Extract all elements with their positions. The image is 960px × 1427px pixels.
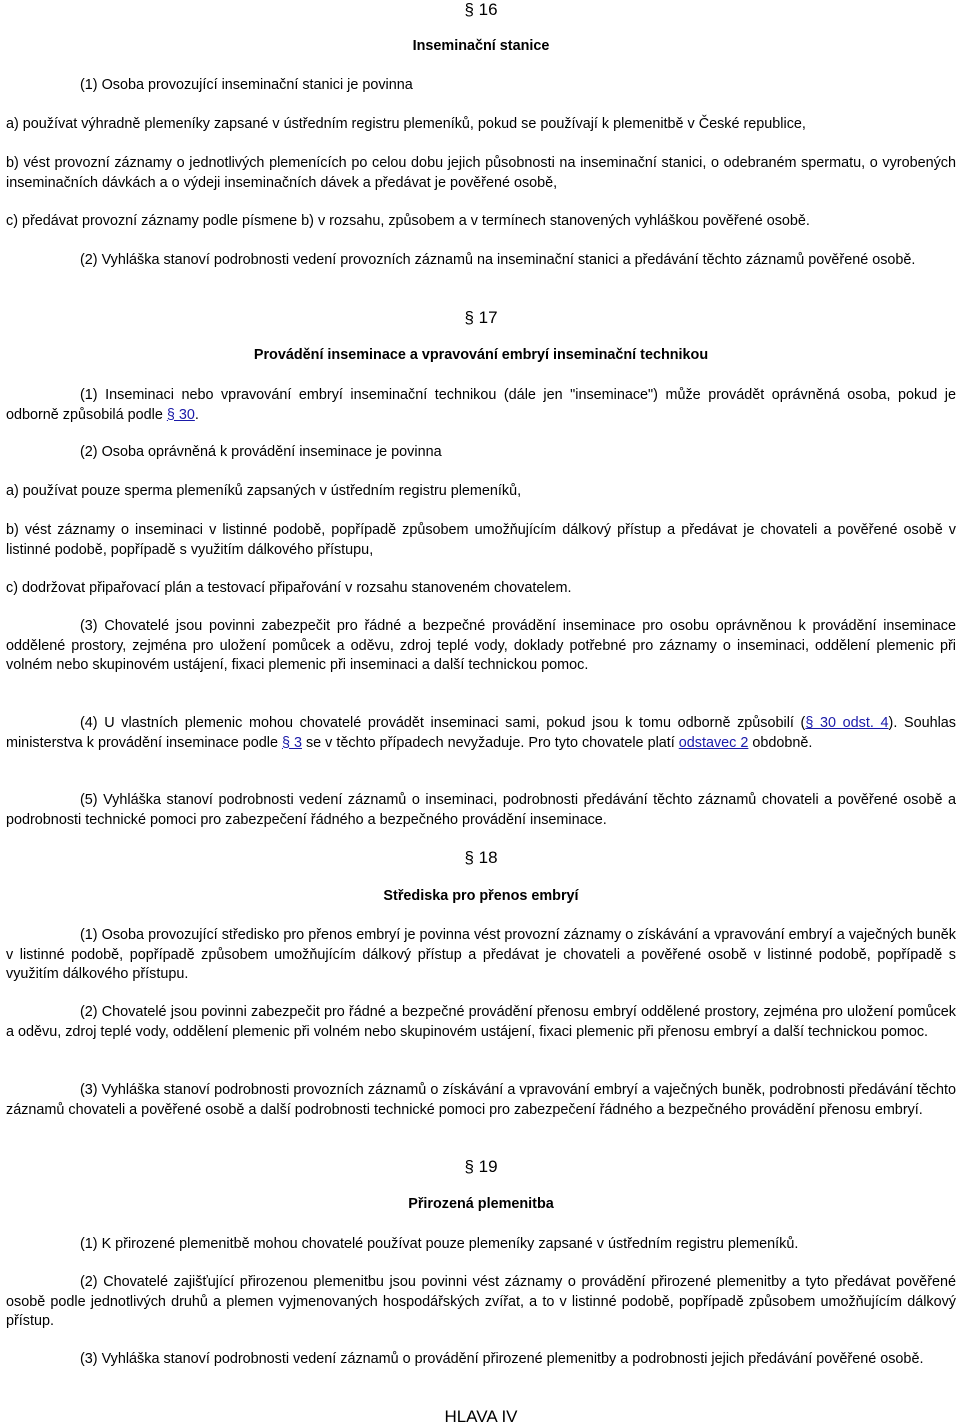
s17-para-4-text-a: (4) U vlastních plemenic mohou chovatelé provádět inseminaci sami, pokud jsou k tomu odborně způsobilí (: [80, 715, 806, 731]
s17-para-1: [6, 386, 956, 425]
s18-para-3: (3) Vyhláška stanoví podrobnosti provozních záznamů o získávání a vpravování embryí a vaječných buněk, podrobnosti předávání těchto záznamů chovateli a pověřené osobě a další podrobnosti technické pomoci pro zabezpečení řádného a bezpečného provádění přenosu embryí.: [6, 1082, 956, 1118]
section-19-title: Přirozená plemenitba: [408, 1196, 554, 1212]
s19-para-1: (1) K přirozené plemenitbě mohou chovatelé používat pouze plemeníky zapsané v ústředním registru plemeníků.: [80, 1236, 799, 1252]
section-16-heading: § 16: [464, 0, 498, 19]
s17-para-4-text-c: se v těchto případech nevyžaduje. Pro tyto chovatele platí: [301, 734, 679, 751]
s16-item-c: c) předávat provozní záznamy podle písmene b) v rozsahu, způsobem a v termínech stanovených vyhláškou pověřené osobě.: [6, 213, 810, 229]
s17-item-a: a) používat pouze sperma plemeníků zapsaných v ústředním registru plemeníků,: [6, 483, 522, 499]
s19-para-2: (2) Chovatelé zajišťující přirozenou plemenitbu jsou povinni vést záznamy o provádění přirozené plemenitby a tyto předávat pověřené osobě podle jednotlivých druhů a plemen vyjmenovaných hospodářských zvířat, a to v listinné podobě, popřípadě způsobem umožňujícím dálkový přístup.: [6, 1274, 956, 1329]
s18-para-2: (2) Chovatelé jsou povinni zabezpečit pro řádné a bezpečné provádění přenosu embryí oddělené prostory, zejména pro uložení pomůcek a oděvu, zdroj teplé vody, oddělení plemenic při volném nebo skupinovém ustájení, fixaci plemenic při přenosu embryí a další technickou pomoc.: [6, 1004, 956, 1040]
s17-para-2-intro: (2) Osoba oprávněná k provádění inseminace je povinna: [80, 444, 442, 460]
link-section-30[interactable]: § 30: [166, 406, 195, 423]
s17-para-5: (5) Vyhláška stanoví podrobnosti vedení záznamů o inseminaci, podrobnosti předávání těchto záznamů chovateli a pověřené osobě a podrobnosti technické pomoci pro zabezpečení řádného a bezpečného provádění inseminace.: [6, 792, 956, 828]
link-paragraph-2[interactable]: odstavec 2: [678, 734, 749, 751]
section-18-title: Střediska pro přenos embryí: [383, 888, 579, 904]
section-18-heading: § 18: [464, 848, 498, 867]
s16-para-1-intro: (1) Osoba provozující inseminační stanici je povinna: [80, 77, 413, 93]
link-section-30-par-4[interactable]: § 30 odst. 4: [805, 715, 889, 731]
s16-item-a: a) používat výhradně plemeníky zapsané v ústředním registru plemeníků, pokud se používají k plemenitbě v České republice,: [6, 116, 806, 132]
s17-item-c: c) dodržovat připařovací plán a testovací připařování v rozsahu stanoveném chovatelem.: [6, 580, 572, 596]
s17-item-b: b) vést záznamy o inseminaci v listinné podobě, popřípadě způsobem umožňujícím dálkový přístup a předávat je chovateli a pověřené osobě v listinné podobě, popřípadě s využitím dálkového přístupu,: [6, 522, 956, 558]
s19-para-3: (3) Vyhláška stanoví podrobnosti vedení záznamů o provádění přirozené plemenitby a podrobnosti jejich předávání pověřené osobě.: [80, 1351, 924, 1367]
s17-para-4-text-b: ). Souhlas ministerstva k provádění inseminace podle: [6, 715, 956, 751]
section-16-title: Inseminační stanice: [412, 38, 550, 54]
s16-para-2: (2) Vyhláška stanoví podrobnosti vedení provozních záznamů na inseminační stanici a předávání těchto záznamů pověřené osobě.: [80, 252, 916, 268]
s18-para-1: (1) Osoba provozující středisko pro přenos embryí je povinna vést provozní záznamy o získávání a vpravování embryí a vaječných buněk v listinné podobě, popřípadě způsobem umožňujícím dálkový přístup a předávat je chovateli a pověřené osobě v listinné podobě, popřípadě s využitím dálkového přístupu.: [6, 927, 956, 982]
s17-para-1-end: .: [194, 406, 199, 423]
section-19-heading: § 19: [464, 1157, 498, 1176]
s16-item-b: b) vést provozní záznamy o jednotlivých plemenících po celou dobu jejich působnosti na inseminační stanici, o odebraném spermatu, o vyrobených inseminačních dávkách a o výdeji inseminačních dávek a předávat je pověřené osobě,: [6, 155, 956, 191]
chapter-heading: HLAVA IV: [444, 1407, 518, 1426]
s17-para-1-text: (1) Inseminaci nebo vpravování embryí inseminační technikou (dále jen "inseminace") může provádět oprávněná osoba, pokud je odborně způsobilá podle: [6, 387, 956, 423]
s17-para-4-text-d: obdobně.: [748, 734, 813, 751]
section-17-title: Provádění inseminace a vpravování embryí inseminační technikou: [253, 347, 709, 363]
s17-para-4: [6, 714, 956, 753]
link-section-3[interactable]: § 3: [281, 734, 302, 751]
s17-para-3: (3) Chovatelé jsou povinni zabezpečit pro řádné a bezpečné provádění inseminace pro osobu oprávněnou k provádění inseminace oddělené prostory, zejména pro uložení pomůcek a oděvu, zdroj teplé vody, doklady potřebné pro záznamy o inseminaci, oddělení plemenic při volném nebo skupinovém ustájení, fixaci plemenic při inseminaci a další technickou pomoc.: [6, 618, 956, 673]
section-17-heading: § 17: [464, 308, 498, 327]
